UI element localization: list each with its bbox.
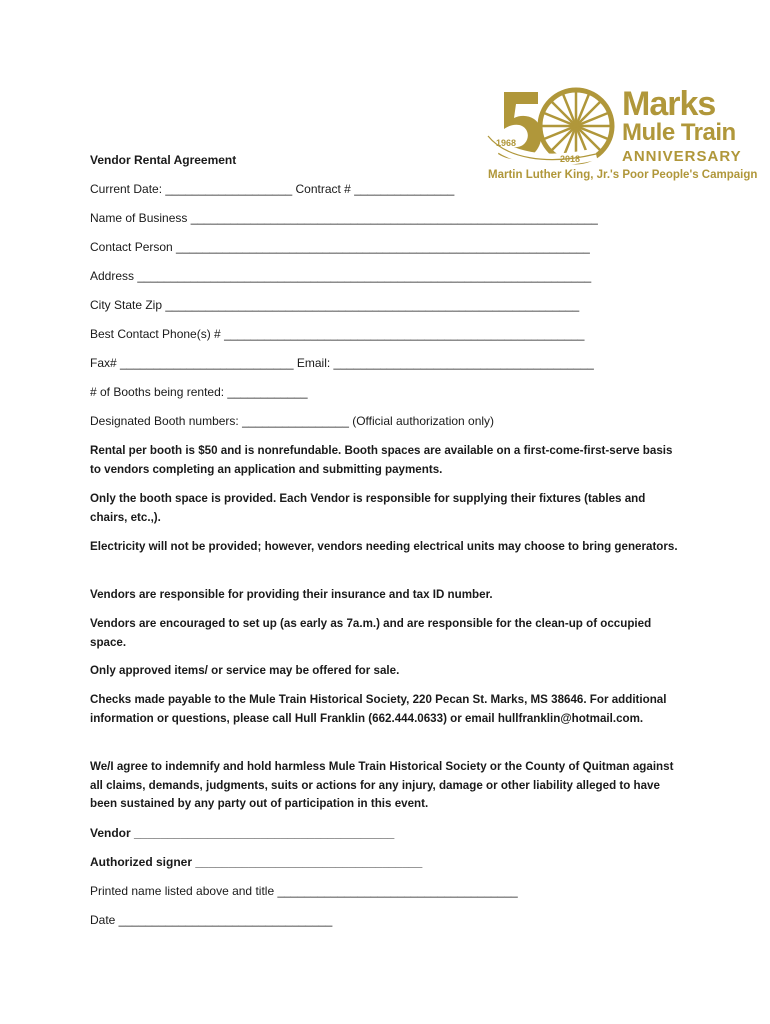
vendor-signature-field[interactable]: Vendor _______________________________________: [90, 826, 395, 840]
phone-field[interactable]: Best Contact Phone(s) # ______________________________________________________: [90, 327, 585, 341]
logo-tagline: Martin Luther King, Jr.'s Poor People's Campaign: [488, 169, 758, 181]
logo-title-anniversary: ANNIVERSARY: [622, 148, 742, 165]
terms-setup: Vendors are encouraged to set up (as early as 7a.m.) and are responsible for the clean-up of occupied space.: [90, 617, 652, 649]
terms-insurance: Vendors are responsible for providing their insurance and tax ID number.: [90, 588, 493, 601]
address-field[interactable]: Address ____________________________________________________________________: [90, 269, 592, 283]
anniversary-logo: [486, 85, 758, 190]
business-name-field[interactable]: Name of Business _____________________________________________________________: [90, 211, 598, 225]
logo-title-mule-train: Mule Train: [622, 119, 736, 146]
booth-count-field[interactable]: # of Booths being rented: ____________: [90, 385, 308, 399]
terms-electricity: Electricity will not be provided; however, vendors needing electrical units may choose to bring generators.: [90, 540, 678, 553]
current-date-contract-field[interactable]: Current Date: ___________________ Contract # _______________: [90, 182, 455, 196]
terms-approved-items: Only approved items/ or service may be offered for sale.: [90, 664, 400, 677]
terms-rental-fee: Rental per booth is $50 and is nonrefundable. Booth spaces are available on a first-come-first-serve basis to vendors completing an application and submitting payments.: [90, 444, 673, 476]
date-field[interactable]: Date ________________________________: [90, 913, 333, 927]
logo-year-start: 1968: [496, 138, 517, 148]
fax-email-field[interactable]: Fax# __________________________ Email: _______________________________________: [90, 356, 594, 370]
terms-indemnify: We/I agree to indemnify and hold harmless Mule Train Historical Society or the County of Quitman against all claims, demands, judgments, suits or actions for any injury, damage or other liability alleged to have been sustained by any party out of participation in this event.: [90, 760, 674, 810]
terms-booth-space: Only the booth space is provided. Each Vendor is responsible for supplying their fixtures (tables and chairs, etc.,).: [90, 492, 646, 524]
printed-name-field[interactable]: Printed name listed above and title ____________________________________: [90, 884, 518, 898]
contact-person-field[interactable]: Contact Person ______________________________________________________________: [90, 240, 590, 254]
logo-title-marks: Marks: [622, 85, 716, 123]
logo-year-end: 2018: [560, 154, 581, 164]
designated-booth-field[interactable]: Designated Booth numbers: ________________ (Official authorization only): [90, 414, 495, 428]
city-state-zip-field[interactable]: City State Zip ______________________________________________________________: [90, 298, 580, 312]
page-title: Vendor Rental Agreement: [90, 153, 237, 167]
authorized-signer-field[interactable]: Authorized signer __________________________________: [90, 855, 423, 869]
logo-50-wheel-graphic: [486, 86, 626, 170]
terms-payment: Checks made payable to the Mule Train Historical Society, 220 Pecan St. Marks, MS 38646. For additional information or questions, please call Hull Franklin (662.444.0633) or email hullfranklin@hotmail.com.: [90, 693, 667, 725]
